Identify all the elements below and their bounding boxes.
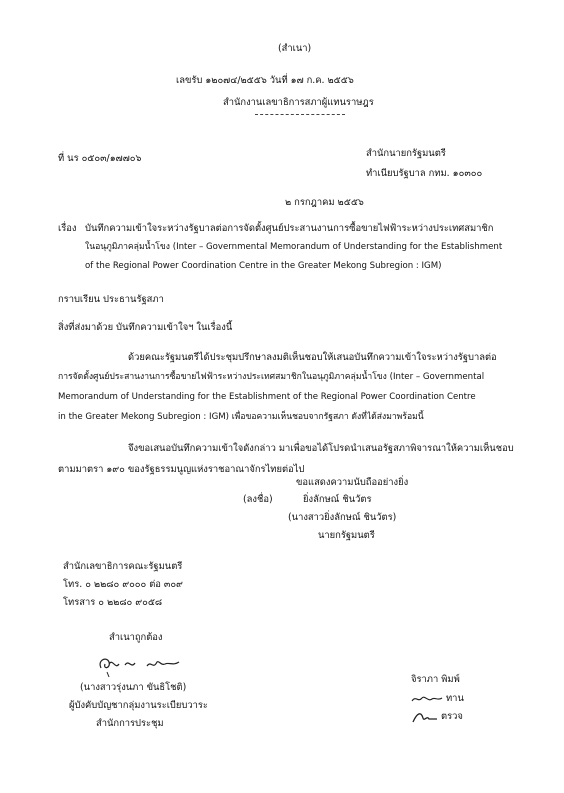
body-p2-line-2: ตามมาตรา ๑๙๐ ของรัฐธรรมนูญแห่งราชอาณาจักรไทยต่อไป	[58, 464, 305, 475]
checked-mark: ตรวจ	[441, 711, 463, 722]
body-p2-line-1: จึงขอเสนอบันทึกความเข้าใจดังกล่าว มาเพื่อขอได้โปรดนำเสนอรัฐสภาพิจารณาให้ความเห็นชอบ	[128, 443, 514, 454]
signer-full-name: (นางสาวยิ่งลักษณ์ ชินวัตร)	[288, 512, 397, 523]
copy-mark: (สำเนา)	[278, 43, 312, 54]
document-date: ๒ กรกฎาคม ๒๕๕๖	[285, 197, 364, 208]
contact-office: สำนักเลขาธิการคณะรัฐมนตรี	[63, 561, 183, 572]
sender-office: สำนักนายกรัฐมนตรี	[366, 148, 446, 159]
subject-line-3: of the Regional Power Coordination Centre in the Greater Mekong Subregion : IGM)	[85, 261, 442, 271]
document-number: ที่ นร ๐๕๐๓/๑๗๗๐๖	[58, 153, 142, 164]
sender-address: ทำเนียบรัฐบาล กทม. ๑๐๓๐๐	[366, 168, 483, 179]
salutation: กราบเรียน ประธานรัฐสภา	[58, 294, 164, 305]
body-p1-line-3: Memorandum of Understanding for the Establishment of the Regional Power Coordination Centre	[58, 392, 476, 402]
contact-fax: โทรสาร ๐ ๒๒๘๐ ๙๐๕๘	[63, 597, 163, 608]
typed-mark: ทาน	[446, 693, 464, 704]
signed-mark: (ลงชื่อ)	[243, 494, 273, 505]
subject-line-1: บันทึกความเข้าใจระหว่างรัฐบาลต่อการจัดตั้งศูนย์ประสานงานการซื้อขายไฟฟ้าระหว่างประเทศสมาชิก	[85, 223, 494, 234]
subject-line-2: ในอนุภูมิภาคลุ่มน้ำโขง (Inter – Governmental Memorandum of Understanding for the Establishment	[85, 242, 503, 252]
contact-tel: โทร. ๐ ๒๒๘๐ ๙๐๐๐ ต่อ ๓๐๙	[63, 579, 183, 590]
signer-position: นายกรัฐมนตรี	[318, 530, 375, 541]
typed-by: จิราภา พิมพ์	[411, 674, 460, 685]
header-divider	[255, 114, 345, 115]
office-line: สำนักงานเลขาธิการสภาผู้แทนราษฎร	[223, 97, 374, 108]
body-p1-line-2: การจัดตั้งศูนย์ประสานงานการซื้อขายไฟฟ้าระหว่างประเทศสมาชิกในอนุภูมิภาคลุ่มน้ำโขง (Inter – Governmental	[58, 372, 485, 382]
closing: ขอแสดงความนับถืออย่างยิ่ง	[296, 477, 409, 488]
certifier-office: สำนักการประชุม	[96, 718, 164, 729]
body-p1-line-1: ด้วยคณะรัฐมนตรีได้ประชุมปรึกษาลงมติเห็นชอบให้เสนอบันทึกความเข้าใจระหว่างรัฐบาลต่อ	[128, 352, 497, 363]
subject-label: เรื่อง	[58, 223, 77, 234]
certifier-position: ผู้บังคับบัญชากลุ่มงานระเบียบวาระ	[69, 700, 208, 711]
enclosure: สิ่งที่ส่งมาด้วย บันทึกความเข้าใจฯ ในเรื่องนี้	[58, 322, 233, 333]
certifier-name: (นางสาวรุ่งนภา ขันธิโชติ)	[80, 682, 187, 693]
body-p1-line-4: in the Greater Mekong Subregion : IGM) เพื่อขอความเห็นชอบจากรัฐสภา ดังที่ได้ส่งมาพร้อมนี้	[58, 412, 424, 422]
certified-label: สำเนาถูกต้อง	[109, 632, 163, 643]
handwritten-signature	[95, 650, 187, 678]
signed-name: ยิ่งลักษณ์ ชินวัตร	[303, 494, 372, 505]
proofread-initials	[410, 693, 444, 705]
receipt-line: เลขรับ ๑๒๐๗๔/๒๕๕๖ วันที่ ๑๗ ก.ค. ๒๕๕๖	[176, 75, 354, 86]
checker-initials	[411, 709, 439, 725]
